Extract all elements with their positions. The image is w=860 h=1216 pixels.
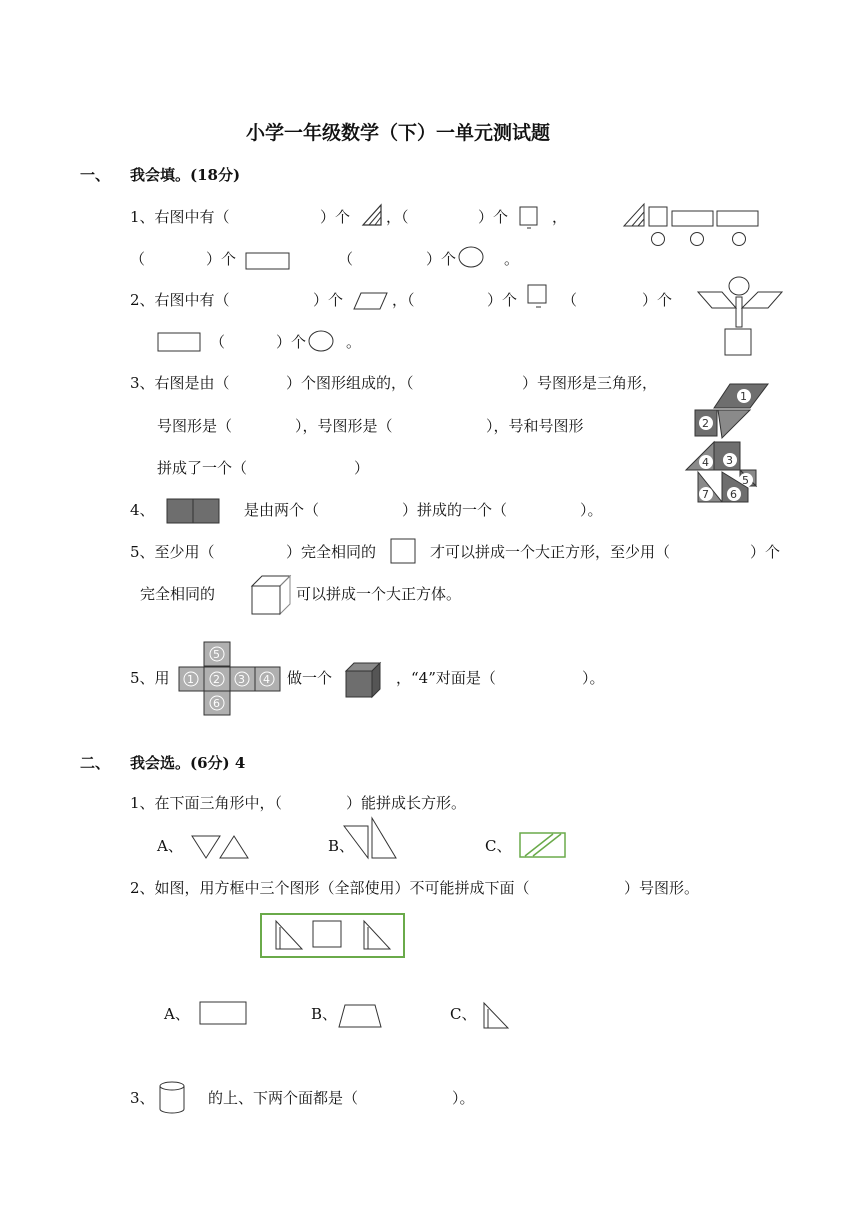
section-2-heading: 我会选。(6分) 4: [130, 754, 246, 772]
q3-line2-b: ），号图形是（: [295, 417, 393, 435]
q2-text-i: 。: [346, 333, 362, 351]
s2-option-b: B、: [311, 1005, 338, 1023]
s1-option-a-triangles-icon: [191, 834, 249, 860]
s2-option-b-trapezoid-icon: [337, 1004, 383, 1030]
q3-line1-c: ）号图形是三角形，: [522, 374, 658, 392]
q2-text-h: ）个: [276, 333, 307, 351]
q6-cube-icon: [344, 661, 382, 699]
s1-option-c-rectangle-icon: [519, 832, 567, 860]
q1-triangle-icon: [361, 203, 383, 227]
q6-text-c: ，“4”对面是（: [396, 669, 496, 687]
section-1-number: 一、: [80, 166, 111, 184]
s2-option-c: C、: [450, 1005, 477, 1023]
tangram-label-3: 3: [726, 454, 733, 467]
s2-question-a: 2、如图，用方框中三个图形（全部使用）不可能拼成下面（: [130, 879, 530, 897]
q1-rectangle-icon: [245, 252, 291, 272]
net-label-5: 5: [213, 648, 220, 661]
page-title: 小学一年级数学（下）一单元测试题: [246, 122, 551, 144]
q2-text-f: ）个: [642, 291, 673, 309]
q3-line1-a: 3、右图是由（: [130, 374, 230, 392]
q2-flower-figure: [696, 275, 786, 359]
q4-text-c: ）拼成的一个（: [402, 501, 508, 519]
q6-text-a: 5、用: [130, 669, 170, 687]
s1-question-b: ）能拼成长方形。: [346, 794, 467, 812]
tangram-label-7: 7: [702, 488, 709, 501]
q1-text-g: ）个: [206, 250, 237, 268]
s3-cylinder-icon: [158, 1080, 188, 1116]
net-label-3: 3: [238, 673, 245, 686]
s1-option-a: A、: [157, 837, 183, 855]
net-label-2: 2: [213, 673, 220, 686]
q3-line3-b: ）: [354, 459, 370, 477]
s3-number: 3、: [130, 1089, 155, 1107]
s1-option-b: B、: [328, 837, 355, 855]
s1-option-b-triangles-icon: [342, 816, 398, 860]
q3-line3-a: 拼成了一个（: [157, 459, 248, 477]
q1-text-f: （: [130, 250, 146, 268]
q1-text-i: ）个: [426, 250, 457, 268]
tangram-label-2: 2: [702, 417, 709, 430]
q4-text-b: 是由两个（: [244, 501, 320, 519]
q1-text-h: （: [338, 250, 354, 268]
q5-cube-icon: [250, 574, 294, 616]
q2-rectangle-icon: [157, 332, 203, 354]
q2-text-e: （: [562, 291, 578, 309]
s2-shapes-box-figure: [260, 913, 406, 959]
tangram-label-1: 1: [740, 390, 747, 403]
q5-text-c: 才可以拼成一个大正方形，至少用（: [430, 543, 671, 561]
q2-parallelogram-icon: [353, 292, 389, 312]
q2-text-g: （: [210, 333, 226, 351]
q1-text-e: ，: [552, 208, 568, 226]
q3-line2-a: 号图形是（: [157, 417, 233, 435]
net-label-6: 6: [213, 697, 220, 710]
q6-text-b: 做一个: [287, 669, 333, 687]
q1-circle-icon: [458, 246, 486, 270]
s2-option-c-triangle-icon: [482, 1001, 512, 1031]
q2-text-d: ）个: [487, 291, 518, 309]
q2-text-b: ）个: [313, 291, 344, 309]
q3-line1-b: ）个图形组成的，（: [286, 374, 414, 392]
q2-square-icon: [527, 284, 549, 310]
q1-text-d: ）个: [478, 208, 509, 226]
q1-text-j: 。: [504, 250, 520, 268]
q5-square-icon: [390, 538, 418, 566]
tangram-label-5: 5: [742, 474, 749, 487]
net-label-4: 4: [263, 673, 270, 686]
q3-tangram-figure: [684, 380, 774, 506]
s3-text-b: 的上、下两个面都是（: [208, 1089, 359, 1107]
q6-cube-net-figure: [178, 641, 282, 717]
q5-text-b: ）完全相同的: [286, 543, 377, 561]
q1-train-figure: [622, 202, 762, 248]
q2-text-c: ，（: [392, 291, 415, 309]
q4-number: 4、: [130, 501, 155, 519]
section-2-number: 二、: [80, 754, 111, 772]
q2-circle-icon: [308, 329, 336, 353]
q3-line2-c: ），号和号图形: [486, 417, 584, 435]
tangram-label-4: 4: [702, 456, 709, 469]
s2-question-b: ）号图形。: [624, 879, 700, 897]
q5-text-e: 完全相同的: [140, 585, 216, 603]
s1-question-a: 1、在下面三角形中，（: [130, 794, 283, 812]
s1-option-c: C、: [485, 837, 512, 855]
q5-text-a: 5、至少用（: [130, 543, 215, 561]
q1-text-c: ，（: [386, 208, 409, 226]
net-label-1: 1: [187, 673, 194, 686]
s2-option-a-rectangle-icon: [199, 1001, 249, 1027]
s2-option-a: A、: [164, 1005, 190, 1023]
q1-text-a: 1、右图中有（: [130, 208, 230, 226]
tangram-label-6: 6: [730, 488, 737, 501]
q5-text-d: ）个: [750, 543, 781, 561]
q1-square-icon: [519, 206, 539, 230]
q5-text-f: 可以拼成一个大正方体。: [296, 585, 462, 603]
q2-text-a: 2、右图中有（: [130, 291, 230, 309]
q1-text-b: ）个: [320, 208, 351, 226]
q4-text-d: ）。: [580, 501, 603, 519]
q4-two-squares-icon: [166, 498, 222, 526]
section-1-heading: 我会填。(18分): [130, 166, 241, 184]
s3-text-c: ）。: [452, 1089, 475, 1107]
q6-text-d: ）。: [582, 669, 605, 687]
